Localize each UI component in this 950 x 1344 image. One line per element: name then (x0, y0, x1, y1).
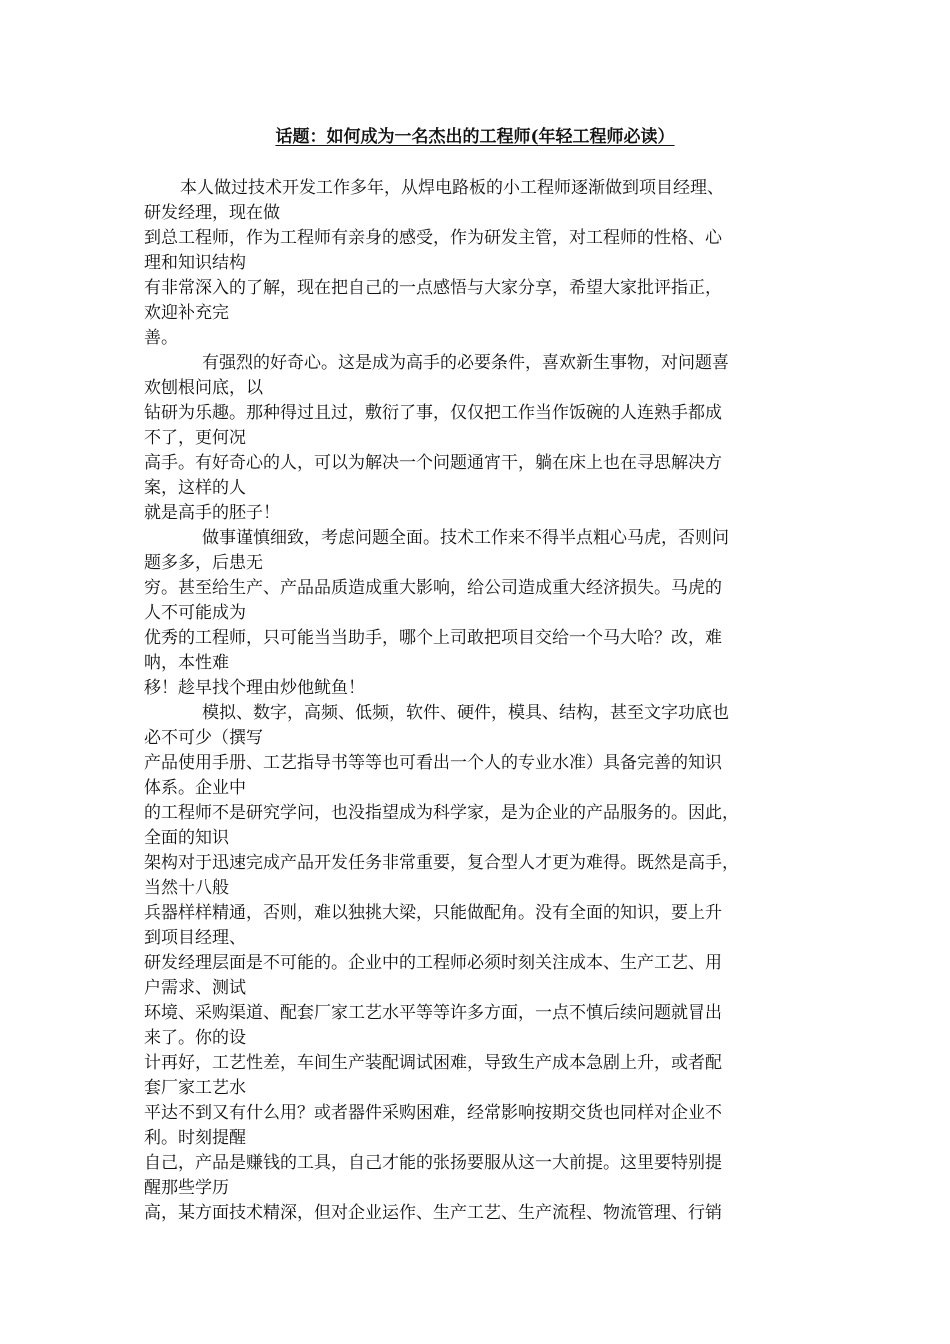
text-line: 有非常深入的了解，现在把自己的一点感悟与大家分享，希望大家批评指正， (144, 278, 722, 298)
text-line: 高手。有好奇心的人，可以为解决一个问题通宵干，躺在床上也在寻思解决方 (144, 453, 722, 473)
text-line: 当然十八般 (144, 878, 229, 898)
text-line: 就是高手的胚子！ (144, 503, 280, 523)
text-line: 自己，产品是赚钱的工具，自己才能的张扬要服从这一大前提。这里要特别提 (144, 1153, 722, 1173)
text-line: 醒那些学历 (144, 1178, 229, 1198)
text-line: 人不可能成为 (144, 603, 246, 623)
text-line: 到项目经理、 (144, 928, 246, 948)
document-title (0, 124, 950, 150)
text-line: 计再好，工艺性差，车间生产装配调试困难，导致生产成本急剧上升，或者配 (144, 1053, 722, 1073)
title-text: 话题：如何成为一名杰出的工程师(年轻工程师必读） (275, 127, 675, 147)
text-line: 到总工程师，作为工程师有亲身的感受，作为研发主管，对工程师的性格、心 (144, 228, 722, 248)
text-line: 本人做过技术开发工作多年，从焊电路板的小工程师逐渐做到项目经理、 (180, 178, 724, 198)
text-line: 的工程师不是研究学问，也没指望成为科学家，是为企业的产品服务的。因此， (144, 803, 739, 823)
text-line: 研发经理层面是不可能的。企业中的工程师必须时刻关注成本、生产工艺、用 (144, 953, 722, 973)
text-line: 做事谨慎细致，考虑问题全面。技术工作来不得半点粗心马虎，否则问 (202, 528, 729, 548)
text-line: 不了，更何况 (144, 428, 246, 448)
text-line: 穷。甚至给生产、产品品质造成重大影响，给公司造成重大经济损失。马虎的 (144, 578, 722, 598)
text-line: 欢迎补充完 (144, 303, 229, 323)
text-line: 产品使用手册、工艺指导书等等也可看出一个人的专业水准）具备完善的知识 (144, 753, 722, 773)
document-body (144, 176, 824, 1226)
text-line: 体系。企业中 (144, 778, 246, 798)
text-line: 平达不到又有什么用？或者器件采购困难，经常影响按期交货也同样对企业不 (144, 1103, 722, 1123)
text-line: 呐，本性难 (144, 653, 229, 673)
text-line: 优秀的工程师，只可能当当助手，哪个上司敢把项目交给一个马大哈？改，难 (144, 628, 722, 648)
text-line: 欢刨根问底，以 (144, 378, 263, 398)
text-line: 高，某方面技术精深，但对企业运作、生产工艺、生产流程、物流管理、行销 (144, 1203, 722, 1223)
text-line: 必不可少（撰写 (144, 728, 263, 748)
text-line: 兵器样样精通，否则，难以独挑大梁，只能做配角。没有全面的知识，要上升 (144, 903, 722, 923)
text-line: 研发经理，现在做 (144, 203, 280, 223)
text-line: 案，这样的人 (144, 478, 246, 498)
text-line: 利。时刻提醒 (144, 1128, 246, 1148)
text-line: 来了。你的设 (144, 1028, 246, 1048)
text-line: 户需求、测试 (144, 978, 246, 998)
text-line: 套厂家工艺水 (144, 1078, 246, 1098)
text-line: 理和知识结构 (144, 253, 246, 273)
text-line: 善。 (144, 328, 178, 348)
text-line: 模拟、数字，高频、低频，软件、硬件，模具、结构，甚至文字功底也 (202, 703, 729, 723)
text-line: 架构对于迅速完成产品开发任务非常重要，复合型人才更为难得。既然是高手， (144, 853, 739, 873)
text-line: 环境、采购渠道、配套厂家工艺水平等等许多方面，一点不慎后续问题就冒出 (144, 1003, 722, 1023)
text-line: 题多多，后患无 (144, 553, 263, 573)
text-line: 钻研为乐趣。那种得过且过，敷衍了事，仅仅把工作当作饭碗的人连熟手都成 (144, 403, 722, 423)
text-line: 全面的知识 (144, 828, 229, 848)
text-line: 有强烈的好奇心。这是成为高手的必要条件，喜欢新生事物，对问题喜 (202, 353, 729, 373)
text-line: 移！趁早找个理由炒他鱿鱼！ (144, 678, 365, 698)
